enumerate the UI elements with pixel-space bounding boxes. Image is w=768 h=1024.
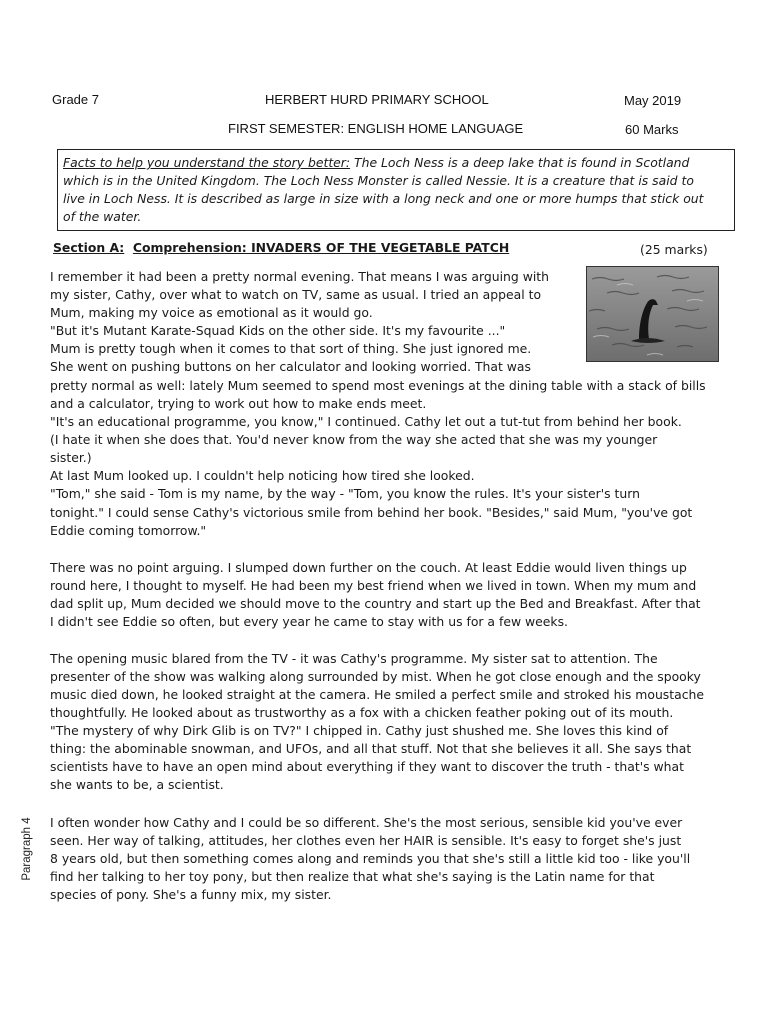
- story-line: presenter of the show was walking along surrounded by mist. When he got close enough and the spooky: [50, 669, 701, 684]
- section-title: Comprehension: INVADERS OF THE VEGETABLE PATCH: [132, 240, 510, 255]
- facts-line-1-text: The Loch Ness is a deep lake that is found in Scotland: [350, 155, 690, 170]
- story-line: She went on pushing buttons on her calculator and looking worried. That was: [50, 359, 531, 374]
- grade-label: Grade 7: [52, 92, 99, 107]
- story-line: Mum is pretty tough when it comes to that sort of thing. She just ignored me.: [50, 341, 532, 356]
- story-line: I remember it had been a pretty normal evening. That means I was arguing with: [50, 269, 550, 284]
- story-line: find her talking to her toy pony, but then realize that what she's saying is the Latin name for that: [50, 869, 655, 884]
- story-line: At last Mum looked up. I couldn't help noticing how tired she looked.: [50, 468, 475, 483]
- story-line: and a calculator, trying to work out how to make ends meet.: [50, 396, 427, 411]
- story-line: Eddie coming tomorrow.": [50, 523, 207, 538]
- facts-line-3: live in Loch Ness. It is described as large in size with a long neck and one or more humps that stick out: [63, 191, 704, 206]
- story-line: she wants to be, a scientist.: [50, 777, 224, 792]
- story-line: my sister, Cathy, over what to watch on TV, same as usual. I tried an appeal to: [50, 287, 542, 302]
- section-label: Section A:: [53, 240, 125, 255]
- story-line: "It's an educational programme, you know," I continued. Cathy let out a tut-tut from behind her book.: [50, 414, 682, 429]
- story-line: round here, I thought to myself. He had been my best friend when we lived in town. When my mum and: [50, 578, 697, 593]
- story-line: I often wonder how Cathy and I could be so different. She's the most serious, sensible kid you've ever: [50, 815, 683, 830]
- story-line: species of pony. She's a funny mix, my sister.: [50, 887, 332, 902]
- facts-label: Facts to help you understand the story better:: [63, 155, 351, 170]
- story-line: There was no point arguing. I slumped down further on the couch. At least Eddie would liven things up: [50, 560, 687, 575]
- story-line: scientists have to have an open mind about everything if they want to discover the truth - that's what: [50, 759, 684, 774]
- facts-line-4: of the water.: [63, 209, 142, 224]
- story-line: pretty normal as well: lately Mum seemed to spend most evenings at the dining table with a stack of bills: [50, 378, 706, 393]
- story-line: thoughtfully. He looked about as trustworthy as a fox with a chicken feather poking out of its mouth.: [50, 705, 674, 720]
- story-line: Mum, making my voice as emotional as it would go.: [50, 305, 373, 320]
- facts-line-2: which is in the United Kingdom. The Loch Ness Monster is called Nessie. It is a creature that is said to: [63, 173, 694, 188]
- story-line: I didn't see Eddie so often, but every year he came to stay with us for a few weeks.: [50, 614, 568, 629]
- story-line: "The mystery of why Dirk Glib is on TV?" I chipped in. Cathy just shushed me. She loves this kind of: [50, 723, 669, 738]
- story-line: dad split up, Mum decided we should move to the country and start up the Bed and Breakfast. After that: [50, 596, 701, 611]
- story-line: "But it's Mutant Karate-Squad Kids on the other side. It's my favourite ...": [50, 323, 506, 338]
- facts-line-1: [63, 155, 689, 170]
- story-line: tonight." I could sense Cathy's victorious smile from behind her book. "Besides," said Mum, "you've got: [50, 505, 693, 520]
- school-name: HERBERT HURD PRIMARY SCHOOL: [265, 92, 489, 107]
- story-line: "Tom," she said - Tom is my name, by the way - "Tom, you know the rules. It's your sister's turn: [50, 486, 641, 501]
- paragraph-4-side-label: Paragraph 4: [21, 817, 33, 881]
- story-line: sister.): [50, 450, 92, 465]
- exam-date: May 2019: [624, 93, 682, 108]
- section-heading: [53, 240, 509, 255]
- section-marks: (25 marks): [640, 242, 708, 257]
- story-line: 8 years old, but then something comes along and reminds you that she's still a little kid too - like you'll: [50, 851, 691, 866]
- story-line: The opening music blared from the TV - it was Cathy's programme. My sister sat to attention. The: [50, 651, 658, 666]
- semester-title: FIRST SEMESTER: ENGLISH HOME LANGUAGE: [228, 121, 524, 136]
- story-line: seen. Her way of talking, attitudes, her clothes even her HAIR is sensible. It's easy to forget she's just: [50, 833, 682, 848]
- total-marks: 60 Marks: [625, 122, 679, 137]
- loch-ness-photo: [586, 266, 719, 362]
- story-line: thing: the abominable snowman, and UFOs, and all that stuff. Not that she believes it all. She says that: [50, 741, 692, 756]
- story-line: music died down, he looked straight at the camera. He smiled a perfect smile and stroked his moustache: [50, 687, 704, 702]
- story-line: (I hate it when she does that. You'd never know from the way she acted that she was my younger: [50, 432, 658, 447]
